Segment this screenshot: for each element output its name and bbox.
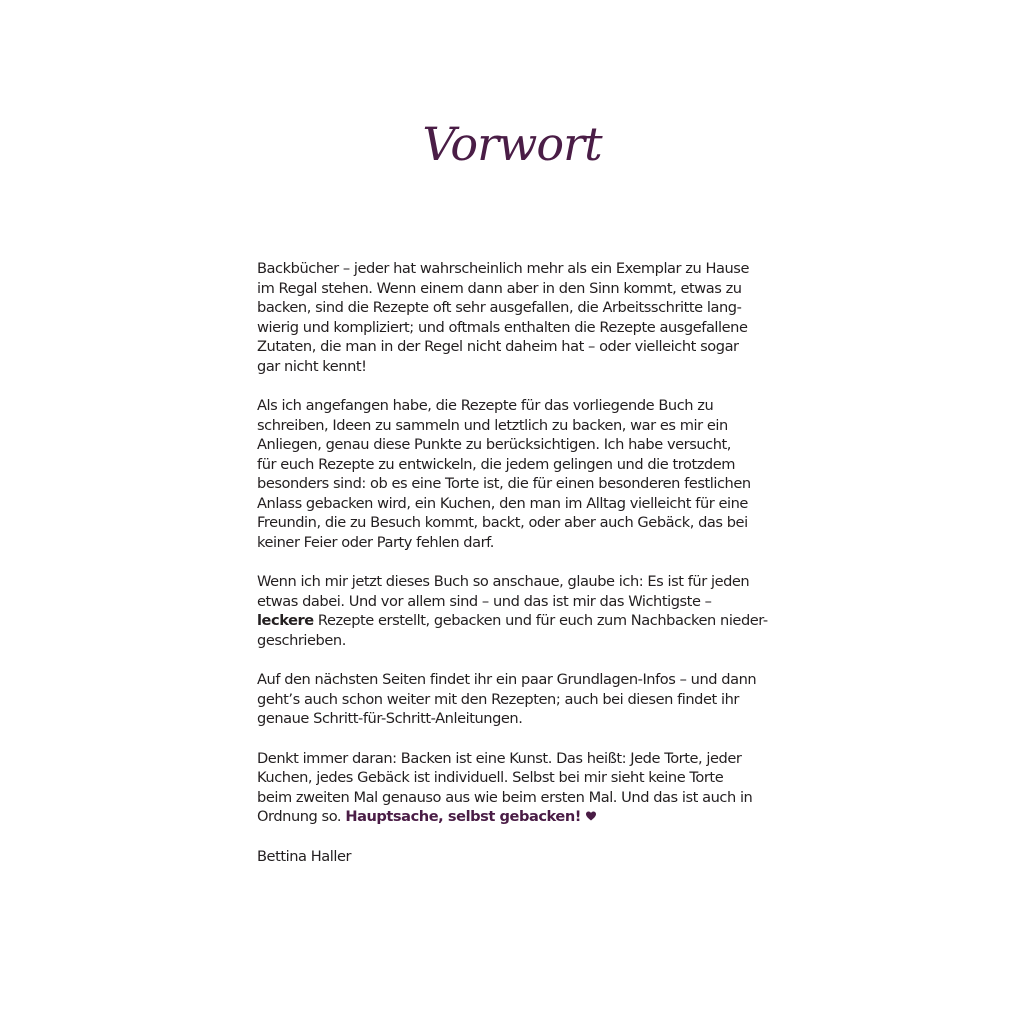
text-line: etwas dabei. Und vor allem sind – und das ist mir das Wichtigste – <box>257 592 712 610</box>
text-line: Zutaten, die man in der Regel nicht daheim hat – oder vielleicht sogar <box>257 338 739 355</box>
text-line: beim zweiten Mal genauso aus wie beim ersten Mal. Und das ist auch in <box>257 788 753 806</box>
text-line: Freundin, die zu Besuch kommt, backt, oder aber auch Gebäck, das bei <box>257 514 748 531</box>
text-line: Kuchen, jedes Gebäck ist individuell. Selbst bei mir sieht keine Torte <box>257 769 724 786</box>
text-line: gar nicht kennt! <box>257 357 367 375</box>
text-line: genaue Schritt-für-Schritt-Anleitungen. <box>257 710 523 727</box>
text-line: Als ich angefangen habe, die Rezepte für das vorliegende Buch zu <box>257 397 714 414</box>
page-title: Vorwort <box>422 117 602 171</box>
heart-icon <box>585 810 597 822</box>
text-line: backen, sind die Rezepte oft sehr ausgefallen, die Arbeitsschritte lang- <box>257 299 742 316</box>
text-line: schreiben, Ideen zu sammeln und letztlich zu backen, war es mir ein <box>257 416 728 434</box>
text-line: Backbücher – jeder hat wahrscheinlich mehr als ein Exemplar zu Hause <box>257 260 749 277</box>
text-line: besonders sind: ob es eine Torte ist, die für einen besonderen festlichen <box>257 475 751 492</box>
paragraph-4 <box>257 670 797 729</box>
text-line: wierig und kompliziert; und oftmals enthalten die Rezepte ausgefallene <box>257 318 748 336</box>
text-line: für euch Rezepte zu entwickeln, die jedem gelingen und die trotzdem <box>257 455 736 473</box>
text-line: Anliegen, genau diese Punkte zu berücksichtigen. Ich habe versucht, <box>257 436 731 453</box>
text-line <box>257 807 797 827</box>
text-line: geht’s auch schon weiter mit den Rezepten; auch bei diesen findet ihr <box>257 690 739 708</box>
text-line: Wenn ich mir jetzt dieses Buch so anschaue, glaube ich: Es ist für jeden <box>257 573 750 590</box>
text-line <box>257 611 797 631</box>
text-fragment: Ordnung so. <box>257 808 346 825</box>
bold-word: leckere <box>257 612 314 629</box>
signature-paragraph <box>257 847 797 867</box>
paragraph-2 <box>257 396 797 552</box>
paragraph-1 <box>257 259 797 376</box>
text-line: Denkt immer daran: Backen ist eine Kunst. Das heißt: Jede Torte, jeder <box>257 749 742 767</box>
text-line: Auf den nächsten Seiten findet ihr ein paar Grundlagen-Infos – und dann <box>257 671 757 688</box>
text-line: im Regal stehen. Wenn einem dann aber in den Sinn kommt, etwas zu <box>257 279 742 297</box>
paragraph-3 <box>257 572 797 650</box>
text-line: keiner Feier oder Party fehlen darf. <box>257 533 494 551</box>
closing-highlight: Hauptsache, selbst gebacken! <box>345 808 582 825</box>
text-line: geschrieben. <box>257 631 346 649</box>
foreword-body <box>257 259 797 866</box>
paragraph-5 <box>257 749 797 827</box>
text-line: Anlass gebacken wird, ein Kuchen, den man im Alltag vielleicht für eine <box>257 494 748 512</box>
text-fragment: Rezepte erstellt, gebacken und für euch zum Nachbacken nieder- <box>313 612 768 629</box>
author-signature: Bettina Haller <box>257 847 352 865</box>
